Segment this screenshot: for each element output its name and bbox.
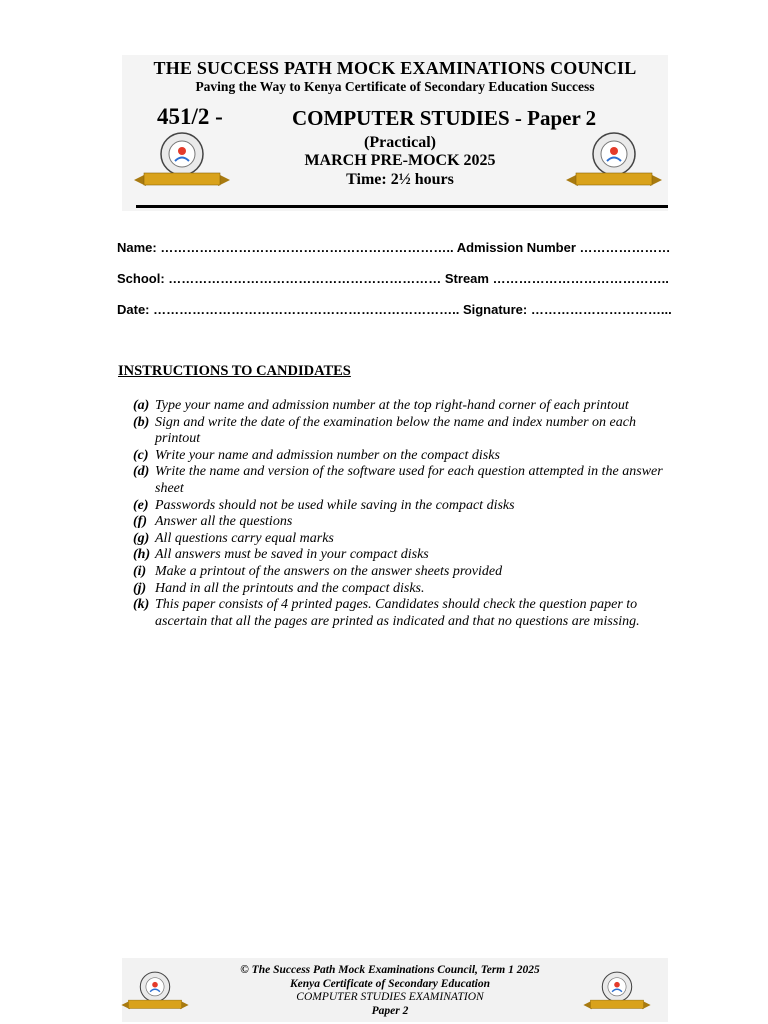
footer-text xyxy=(200,964,580,1018)
instruction-item xyxy=(133,398,673,415)
paper-code: 451/2 - xyxy=(157,104,223,129)
instruction-text: Make a printout of the answers on the answer sheets provided xyxy=(155,563,503,579)
instruction-text: Passwords should not be used while saving in the compact disks xyxy=(155,497,515,513)
instruction-letter: (b) xyxy=(133,414,150,430)
instruction-letter: (c) xyxy=(133,447,149,463)
instruction-item xyxy=(133,531,673,548)
header-divider xyxy=(136,205,668,208)
subject-title: COMPUTER STUDIES - Paper 2 xyxy=(292,106,597,130)
council-emblem-icon xyxy=(564,130,664,190)
footer-paper: Paper 2 xyxy=(371,1004,409,1017)
instruction-item xyxy=(133,514,673,531)
footer-copyright: © The Success Path Mock Examinations Council, Term 1 2025 xyxy=(240,964,540,976)
instruction-letter: (e) xyxy=(133,497,149,513)
council-emblem-icon xyxy=(132,130,232,190)
instruction-text: Answer all the questions xyxy=(155,514,293,530)
instruction-item xyxy=(133,597,673,630)
exam-time: Time: 2½ hours xyxy=(346,171,454,188)
instruction-item xyxy=(133,498,673,515)
instruction-text: Type your name and admission number at the top right-hand corner of each printout xyxy=(155,398,629,413)
paper-type: (Practical) xyxy=(364,134,436,151)
instruction-item xyxy=(133,547,673,564)
instructions-list xyxy=(133,398,673,630)
exam-session: MARCH PRE-MOCK 2025 xyxy=(304,152,496,169)
instruction-letter: (a) xyxy=(133,398,150,413)
instruction-letter: (d) xyxy=(133,464,150,480)
council-tagline: Paving the Way to Kenya Certificate of Secondary Education Success xyxy=(195,79,595,94)
instruction-text: All questions carry equal marks xyxy=(155,530,334,546)
council-name: THE SUCCESS PATH MOCK EXAMINATIONS COUNCIL xyxy=(153,58,637,78)
instruction-item xyxy=(133,415,673,448)
instruction-letter: (f) xyxy=(133,514,147,530)
instruction-letter: (g) xyxy=(133,530,150,546)
instruction-item xyxy=(133,564,673,581)
instruction-text: Write your name and admission number on the compact disks xyxy=(155,447,500,463)
instruction-text: Write the name and version of the software used for each question attempted in the answer sheet xyxy=(155,464,663,496)
instruction-text: All answers must be saved in your compact disks xyxy=(155,547,429,563)
name-admission-field: Name: ………………………………………………………….. Admission Number ………………… xyxy=(117,240,671,255)
instruction-item xyxy=(133,464,673,497)
instruction-item xyxy=(133,581,673,598)
instruction-letter: (j) xyxy=(133,580,147,596)
instruction-text: Hand in all the printouts and the compact disks. xyxy=(155,580,425,596)
instruction-letter: (k) xyxy=(133,597,150,613)
instructions-title: INSTRUCTIONS TO CANDIDATES xyxy=(118,363,351,379)
instruction-text: Sign and write the date of the examination below the name and index number on each printout xyxy=(155,414,636,447)
footer-certificate: Kenya Certificate of Secondary Education xyxy=(290,977,490,990)
footer-exam: COMPUTER STUDIES EXAMINATION xyxy=(296,991,484,1003)
instruction-item xyxy=(133,448,673,465)
school-stream-field: School: ……………………………………………………… Stream ………………………………….. xyxy=(117,271,669,286)
instruction-letter: (h) xyxy=(133,547,151,563)
instruction-text: This paper consists of 4 printed pages. Candidates should check the question paper to ascertain that all the pages are printed as indicated and that no questions are missing. xyxy=(155,597,640,629)
date-signature-field: Date: …………………………………………………………….. Signature: …………………………... xyxy=(117,302,672,317)
council-emblem-icon xyxy=(582,964,652,1018)
instruction-letter: (i) xyxy=(133,563,147,579)
council-emblem-icon xyxy=(120,964,190,1018)
